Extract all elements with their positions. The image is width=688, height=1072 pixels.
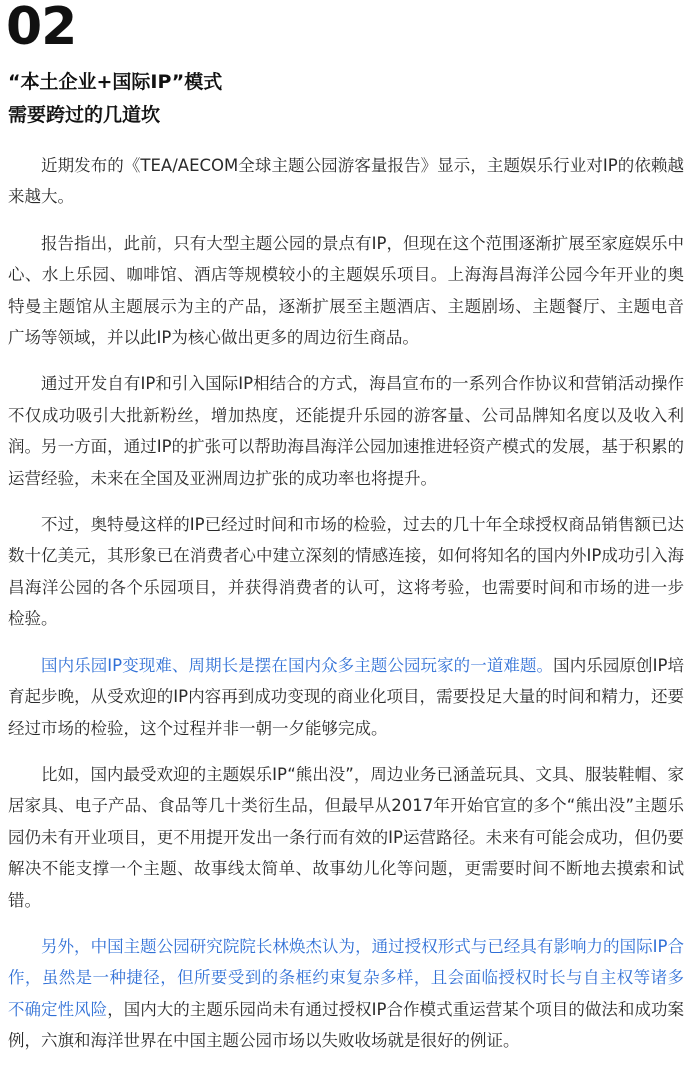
paragraph-5-text: 国内乐园原创IP培育起步晚，从受欢迎的IP内容再到成功变现的商业化项目，需要投足大量的时间和精力，还要经过市场的检验，这个过程并非一朝一夕能够完成。 — [8, 655, 684, 738]
paragraph-4 — [8, 509, 684, 635]
paragraph-2 — [8, 228, 684, 354]
section-title-line-2: 需要跨过的几道坎 — [8, 104, 161, 126]
section-number: 02 — [6, 0, 77, 57]
paragraph-5 — [8, 650, 684, 744]
paragraph-3 — [8, 368, 684, 494]
paragraph-7 — [8, 931, 684, 1057]
paragraph-2-text: 报告指出，此前，只有大型主题公园的景点有IP，但现在这个范围逐渐扩展至家庭娱乐中心、水上乐园、咖啡馆、酒店等规模较小的主题娱乐项目。上海海昌海洋公园今年开业的奥特曼主题馆从主题展示为主的产品，逐渐扩展至主题酒店、主题剧场、主题餐厅、主题电音广场等领域，并以此IP为核心做出更多的周边衍生商品。 — [8, 233, 684, 348]
paragraph-1-text: 近期发布的《TEA/AECOM全球主题公园游客量报告》显示，主题娱乐行业对IP的依赖越来越大。 — [8, 156, 684, 207]
paragraph-5-highlight: 国内乐园IP变现难、周期长是摆在国内众多主题公园玩家的一道难题。 — [41, 655, 554, 675]
paragraph-6-text: 比如，国内最受欢迎的主题娱乐IP“熊出没”，周边业务已涵盖玩具、文具、服装鞋帽、家居家具、电子产品、食品等几十类衍生品，但最早从2017年开始官宣的多个“熊出没”主题乐园仍未有开业项目，更不用提开发出一条行而有效的IP运营路径。未来有可能会成功，但仍要解决不能支撑一个主题、故事线太简单、故事幼儿化等问题，更需要时间不断地去摸索和试错。 — [8, 764, 684, 910]
paragraph-7-highlight: 另外，中国主题公园研究院院长林焕杰认为，通过授权形式与已经具有影响力的国际IP合作，虽然是一种捷径，但所要受到的条框约束复杂多样，且会面临授权时长与自主权等诸多不确定性风险 — [8, 936, 684, 1019]
paragraph-6 — [8, 759, 684, 916]
paragraph-4-text: 不过，奥特曼这样的IP已经过时间和市场的检验，过去的几十年全球授权商品销售额已达数十亿美元，其形象已在消费者心中建立深刻的情感连接，如何将知名的国内外IP成功引入海昌海洋公园的各个乐园项目，并获得消费者的认可，这将考验，也需要时间和市场的进一步检验。 — [8, 515, 684, 629]
section-title-line-1: “本土企业+国际IP”模式 — [8, 71, 223, 93]
paragraph-1 — [8, 150, 684, 213]
article-body — [8, 150, 684, 1072]
section-title — [8, 66, 608, 132]
paragraph-3-text: 通过开发自有IP和引入国际IP相结合的方式，海昌宣布的一系列合作协议和营销活动操作不仅成功吸引大批新粉丝，增加热度，还能提升乐园的游客量、公司品牌知名度以及收入利润。另一方面，通过IP的扩张可以帮助海昌海洋公园加速推进轻资产模式的发展，基于积累的运营经验，未来在全国及亚洲周边扩张的成功率也将提升。 — [8, 374, 684, 488]
paragraph-7-text: ，国内大的主题乐园尚未有通过授权IP合作模式重运营某个项目的做法和成功案例，六旗和海洋世界在中国主题公园市场以失败收场就是很好的例证。 — [8, 999, 684, 1051]
